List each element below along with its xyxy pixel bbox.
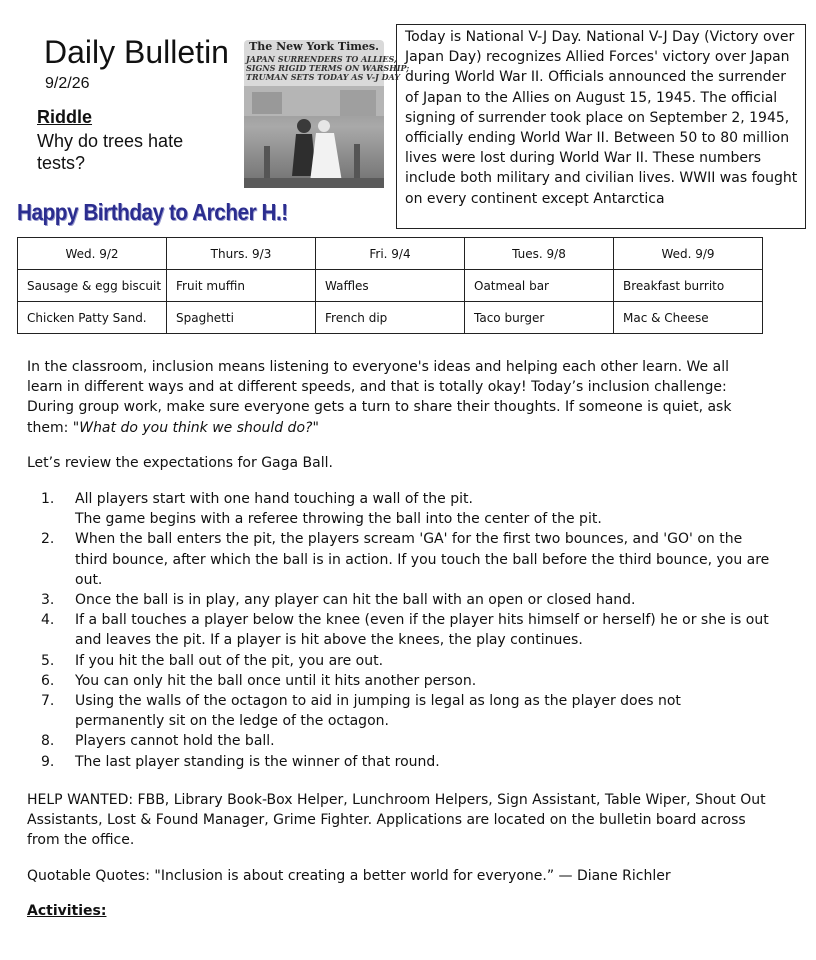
bulletin-title: Daily Bulletin (44, 34, 229, 70)
lunch-menu-table (17, 237, 763, 334)
activities-heading: Activities: (27, 903, 107, 919)
list-item (27, 590, 772, 610)
inclusion-paragraph (27, 357, 767, 438)
quotable-quote: Quotable Quotes: "Inclusion is about creating a better world for everyone.” — Diane Richler (27, 868, 671, 884)
menu-day-cell: Fri. 9/4 (316, 238, 465, 270)
menu-item-cell: French dip (316, 302, 465, 334)
menu-breakfast-row (18, 270, 763, 302)
newspaper-masthead: The New York Times. (249, 40, 379, 53)
list-number: 9. (41, 753, 55, 770)
help-wanted-paragraph: HELP WANTED: FBB, Library Book-Box Helper, Lunchroom Helpers, Sign Assistant, Table Wiper, Shout Out Assistants, Lost & Found Manager, Grime Fighter. Applications are located on the bulletin board across from the office. (27, 792, 766, 849)
list-number: 1. (41, 491, 55, 507)
menu-lunch-row (18, 302, 763, 334)
list-text: Once the ball is in play, any player can hit the ball with an open or closed hand. (75, 592, 636, 609)
menu-day-row (18, 238, 763, 270)
list-item (27, 489, 772, 529)
riddle-heading: Riddle (37, 107, 93, 127)
menu-item-cell: Chicken Patty Sand. (18, 302, 167, 334)
list-text: All players start with one hand touching a wall of the pit. (75, 491, 473, 507)
sailor-kiss-photo-icon (244, 86, 384, 188)
newspaper-headline: TRUMAN SETS TODAY AS V-J DAY (246, 72, 401, 82)
menu-item-cell: Sausage & egg biscuit (18, 270, 167, 302)
birthday-banner: Happy Birthday to Archer H.! (17, 199, 288, 225)
menu-day-cell: Thurs. 9/3 (167, 238, 316, 270)
list-text: The game begins with a referee throwing the ball into the center of the pit. (75, 511, 602, 528)
inclusion-text: In the classroom, inclusion means listening to everyone's ideas and helping each other learn. We all learn in different ways and at different speeds, and that is totally okay! Today’s inclusion challenge: During group work, make sure everyone gets a turn to share their thoughts. If someone is quiet, ask them: (27, 359, 732, 436)
list-item (27, 691, 772, 731)
riddle-question: Why do trees hate tests? (37, 131, 184, 173)
list-item (27, 671, 772, 691)
vj-day-newspaper-image (244, 40, 410, 188)
list-item (27, 610, 772, 650)
inclusion-quote: "What do you think we should do?" (72, 419, 319, 436)
newspaper-headline: SIGNS RIGID TERMS ON WARSHIP; (246, 63, 410, 73)
gaga-intro: Let’s review the expectations for Gaga Ball. (27, 455, 333, 471)
list-text: When the ball enters the pit, the players scream 'GA' for the first two bounces, and 'GO' on the third bounce, after which the ball is in action. If you touch the ball before the third bounce, you are out. (75, 531, 770, 588)
menu-day-cell: Wed. 9/9 (614, 238, 763, 270)
menu-item-cell: Oatmeal bar (465, 270, 614, 302)
list-item (27, 731, 772, 751)
list-number: 6. (41, 672, 55, 689)
menu-item-cell: Mac & Cheese (614, 302, 763, 334)
list-text: You can only hit the ball once until it hits another person. (75, 672, 477, 689)
list-number: 5. (41, 652, 55, 669)
menu-item-cell: Taco burger (465, 302, 614, 334)
list-number: 8. (41, 733, 55, 750)
menu-item-cell: Spaghetti (167, 302, 316, 334)
list-text: Players cannot hold the ball. (75, 733, 275, 750)
newspaper-photo (244, 86, 384, 188)
bulletin-date: 9/2/26 (45, 75, 90, 92)
menu-day-cell: Tues. 9/8 (465, 238, 614, 270)
newspaper-headline: JAPAN SURRENDERS TO ALLIES, (246, 54, 397, 64)
list-text: If a ball touches a player below the knee (even if the player hits himself or herself) he or she is out and leaves the pit. If a player is hit above the knees, the play continues. (75, 612, 769, 649)
gaga-rules-list (27, 489, 772, 772)
list-item (27, 752, 772, 772)
list-item (27, 651, 772, 671)
list-number: 3. (41, 592, 55, 609)
menu-item-cell: Fruit muffin (167, 270, 316, 302)
list-text: If you hit the ball out of the pit, you are out. (75, 652, 384, 669)
list-item (27, 529, 772, 590)
menu-day-cell: Wed. 9/2 (18, 238, 167, 270)
list-text: The last player standing is the winner of that round. (75, 753, 440, 770)
vj-day-info-box: Today is National V-J Day. National V-J Day (Victory over Japan Day) recognizes Allied Forces' victory over Japan during World War II. Officials announced the surrender of Japan to the Allies on August 15, 1945. The official signing of surrender took place on September 2, 1945, officially ending World War II. Between 50 to 80 million lives were lost during World War II. These numbers include both military and civilian lives. WWII was fought on every continent except Antarctica (396, 24, 806, 229)
list-number: 4. (41, 612, 55, 629)
menu-item-cell: Waffles (316, 270, 465, 302)
list-text: Using the walls of the octagon to aid in jumping is legal as long as the player does not permanently sit on the ledge of the octagon. (75, 693, 681, 730)
list-number: 2. (41, 531, 55, 548)
menu-item-cell: Breakfast burrito (614, 270, 763, 302)
list-number: 7. (41, 693, 55, 710)
